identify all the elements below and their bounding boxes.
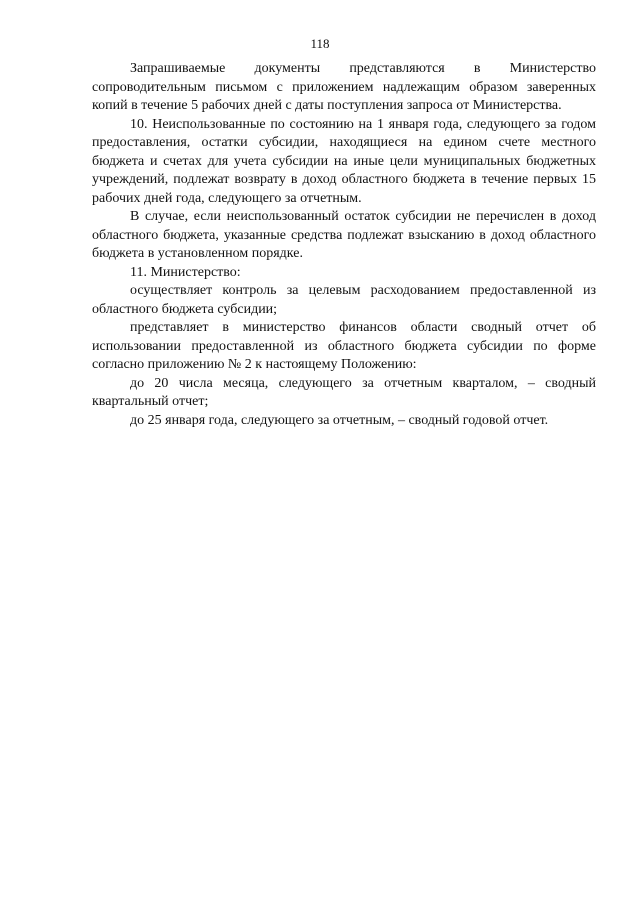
document-body xyxy=(92,60,596,430)
paragraph-recovery: В случае, если неиспользованный остаток субсидии не перечислен в доход областного бюджета, указанные средства подлежат взысканию в доход областного бюджета в установленном порядке. xyxy=(92,209,596,261)
paragraph-quarterly-report: до 20 числа месяца, следующего за отчетным кварталом, – сводный квартальный отчет; xyxy=(92,375,596,409)
paragraph-report-submission: представляет в министерство финансов области сводный отчет об использовании предоставленной из областного бюджета субсидии по форме согласно приложению № 2 к настоящему Положению: xyxy=(92,320,596,372)
paragraph-control: осуществляет контроль за целевым расходованием предоставленной из областного бюджета субсидии; xyxy=(92,283,596,317)
paragraph-item-10-unused-balance: 10. Неиспользованные по состоянию на 1 января года, следующего за годом предоставления, остатки субсидии, находящиеся на едином счете местного бюджета и счетах для учета субсидии на иные цели муниципальных бюджетных учреждений, подлежат возврату в доход областного бюджета в течение первых 15 рабочих дней года, следующего за отчетным. xyxy=(92,116,596,206)
page-number: 118 xyxy=(310,36,330,51)
paragraph-item-11-ministry: 11. Министерство: xyxy=(130,264,241,280)
paragraph-annual-report: до 25 января года, следующего за отчетным, – сводный годовой отчет. xyxy=(130,412,549,428)
paragraph-documents-submission: Запрашиваемые документы представляются в Министерство сопроводительным письмом с приложением надлежащим образом заверенных копий в течение 5 рабочих дней с даты поступления запроса от Министерства. xyxy=(92,61,596,113)
